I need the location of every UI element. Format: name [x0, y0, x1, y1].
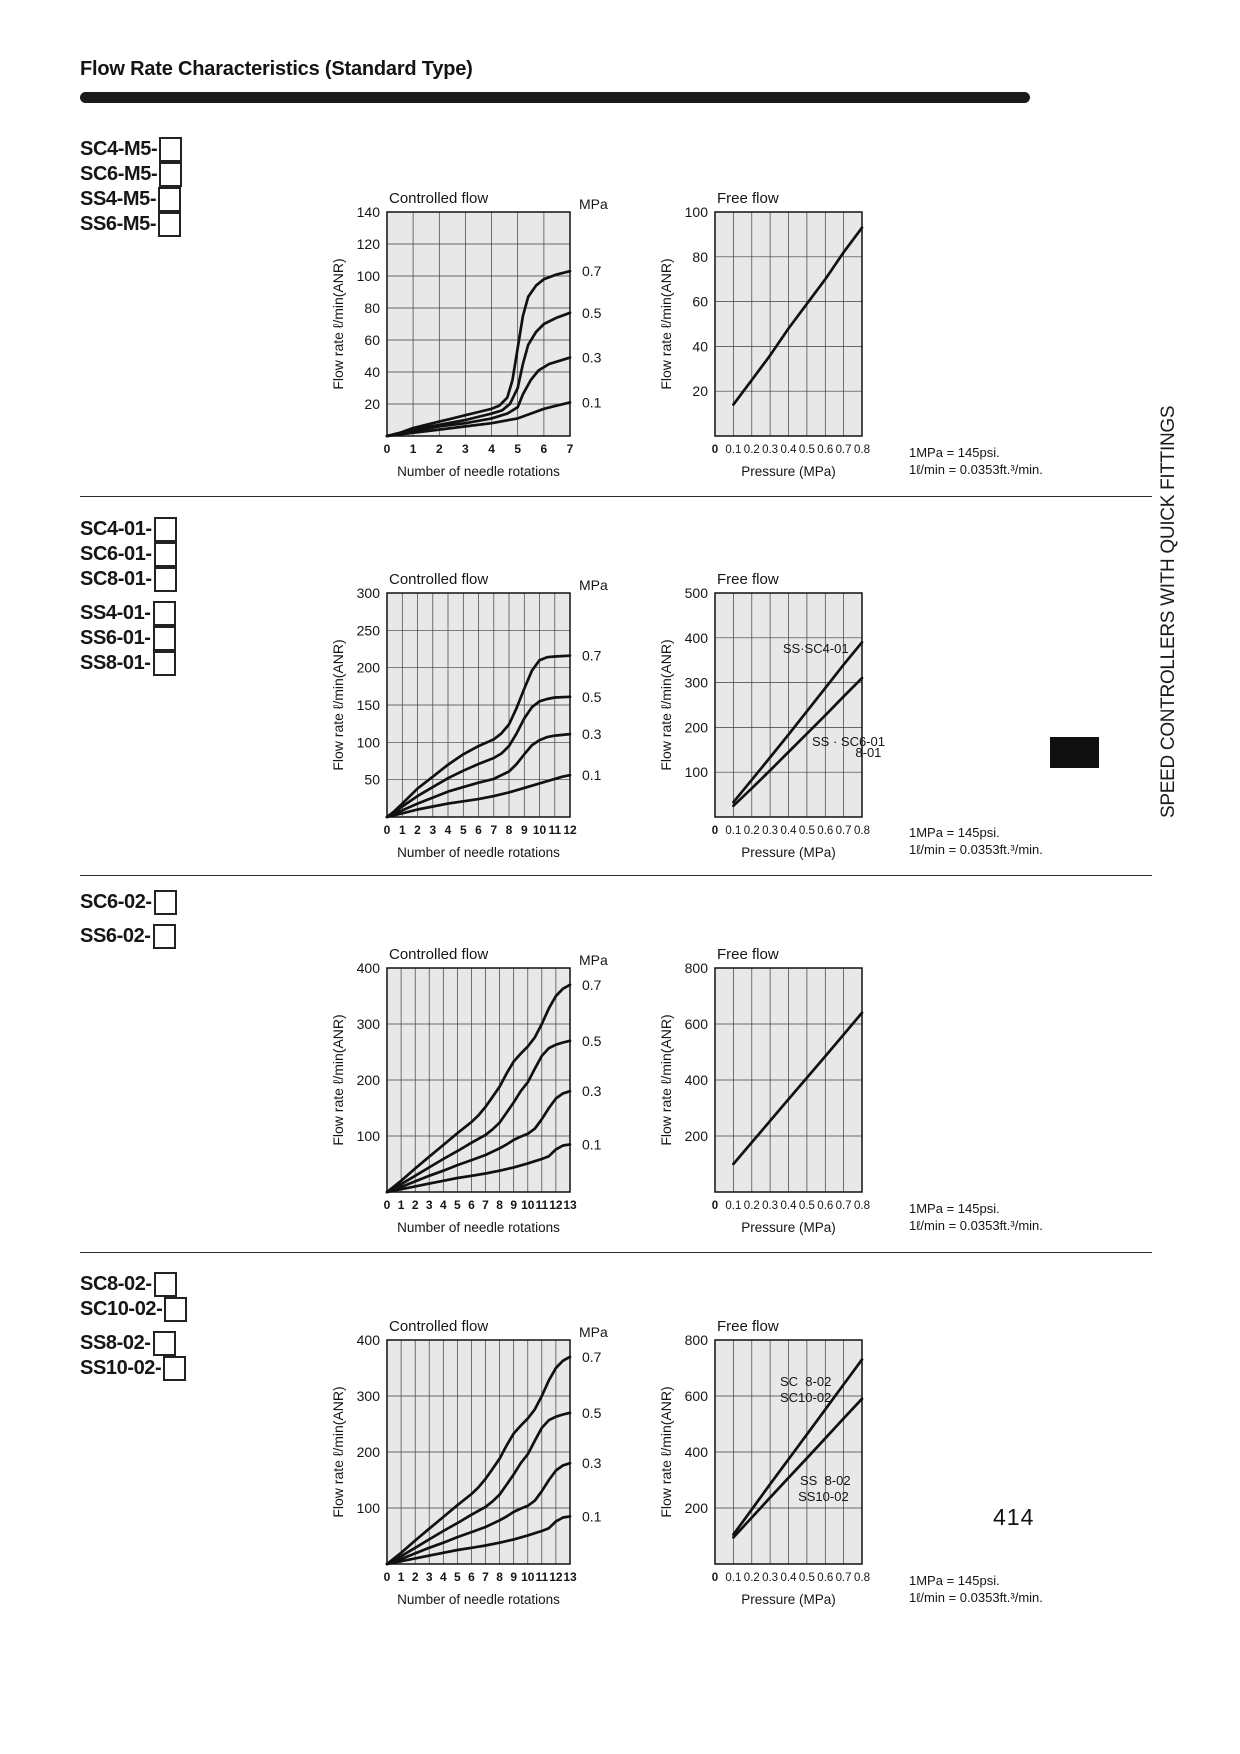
svg-text:0.7: 0.7 — [835, 1200, 852, 1212]
svg-text:300: 300 — [684, 674, 708, 691]
model-number — [80, 517, 177, 542]
model-option-box — [158, 187, 181, 212]
svg-text:60: 60 — [692, 293, 708, 310]
svg-text:0.7: 0.7 — [835, 825, 852, 837]
model-number — [80, 1297, 187, 1322]
svg-text:0.8: 0.8 — [854, 825, 870, 837]
svg-text:300: 300 — [356, 1388, 380, 1404]
note-line-2: 1ℓ/min = 0.0353ft.³/min. — [909, 1590, 1043, 1605]
free-flow-chart-s2 — [628, 546, 912, 867]
svg-text:0.1: 0.1 — [725, 1200, 742, 1212]
svg-text:9: 9 — [510, 1198, 518, 1212]
note-line-2: 1ℓ/min = 0.0353ft.³/min. — [909, 462, 1043, 477]
svg-text:12: 12 — [549, 1198, 563, 1212]
svg-text:2: 2 — [411, 1198, 419, 1212]
svg-text:Number of needle rotations: Number of needle rotations — [397, 464, 560, 479]
svg-text:0.4: 0.4 — [780, 825, 797, 837]
svg-text:10: 10 — [521, 1198, 535, 1212]
svg-text:MPa: MPa — [579, 952, 608, 968]
model-option-box — [153, 626, 176, 651]
svg-text:1: 1 — [397, 1570, 405, 1584]
model-number-text: SS4-01- — [80, 602, 151, 624]
svg-text:0.5: 0.5 — [582, 304, 602, 321]
svg-text:600: 600 — [684, 1388, 708, 1404]
svg-text:13: 13 — [563, 1198, 577, 1212]
svg-text:SC10-02: SC10-02 — [780, 1390, 832, 1405]
svg-text:SS·SC4-01: SS·SC4-01 — [782, 641, 849, 656]
svg-text:7: 7 — [482, 1198, 489, 1212]
chart-svg — [300, 921, 620, 1242]
model-option-box — [154, 890, 177, 915]
svg-text:0.3: 0.3 — [762, 825, 779, 837]
svg-text:Flow rate ℓ/min(ANR): Flow rate ℓ/min(ANR) — [330, 258, 346, 390]
svg-text:400: 400 — [356, 960, 380, 976]
svg-text:3: 3 — [425, 1198, 433, 1212]
svg-text:Controlled flow: Controlled flow — [389, 190, 489, 207]
model-option-box — [164, 1297, 187, 1322]
model-number-text: SC6-01- — [80, 543, 152, 565]
svg-text:0.2: 0.2 — [743, 1572, 760, 1584]
chart-svg — [300, 165, 620, 486]
svg-text:0.8: 0.8 — [854, 1572, 870, 1584]
svg-text:Flow rate ℓ/min(ANR): Flow rate ℓ/min(ANR) — [658, 639, 674, 771]
svg-text:0.5: 0.5 — [798, 1200, 815, 1212]
svg-text:5: 5 — [454, 1198, 461, 1212]
model-number-text: SC6-M5- — [80, 163, 158, 185]
svg-text:800: 800 — [684, 960, 708, 976]
svg-text:Pressure (MPa): Pressure (MPa) — [741, 1592, 836, 1607]
model-number-text: SS4-M5- — [80, 188, 157, 210]
model-list-section1 — [80, 137, 182, 237]
svg-text:0.1: 0.1 — [582, 394, 602, 411]
svg-text:Flow rate ℓ/min(ANR): Flow rate ℓ/min(ANR) — [330, 1014, 346, 1146]
svg-text:0.1: 0.1 — [725, 1572, 742, 1584]
svg-text:0: 0 — [711, 825, 719, 837]
svg-text:4: 4 — [439, 1198, 447, 1212]
model-number — [80, 651, 177, 676]
svg-text:5: 5 — [454, 1570, 461, 1584]
svg-text:Pressure (MPa): Pressure (MPa) — [741, 1220, 836, 1235]
model-number — [80, 1331, 187, 1356]
svg-text:0.4: 0.4 — [780, 444, 797, 456]
svg-text:Controlled flow: Controlled flow — [389, 571, 489, 588]
svg-text:12: 12 — [549, 1570, 563, 1584]
model-option-box — [159, 137, 182, 162]
model-number-text: SC10-02- — [80, 1298, 163, 1320]
svg-text:2: 2 — [414, 823, 421, 837]
free-flow-chart-s3 — [628, 921, 912, 1242]
section-divider — [80, 875, 1152, 876]
svg-text:8: 8 — [496, 1570, 503, 1584]
svg-text:0.8: 0.8 — [854, 444, 870, 456]
svg-text:13: 13 — [563, 1570, 577, 1584]
svg-text:Free flow: Free flow — [717, 571, 779, 588]
model-number-text: SC6-02- — [80, 891, 152, 913]
svg-text:Number of needle rotations: Number of needle rotations — [397, 1220, 560, 1235]
svg-text:Free flow: Free flow — [717, 946, 779, 963]
svg-text:0.3: 0.3 — [762, 444, 779, 456]
svg-text:8: 8 — [505, 823, 513, 837]
title-underline-bar — [80, 92, 1030, 103]
svg-text:200: 200 — [356, 659, 380, 676]
controlled-flow-chart-s2 — [300, 546, 620, 867]
model-option-box — [153, 924, 176, 949]
model-number — [80, 924, 177, 949]
svg-text:200: 200 — [684, 1128, 708, 1144]
svg-text:12: 12 — [563, 823, 577, 837]
svg-text:40: 40 — [692, 338, 708, 355]
svg-text:0.3: 0.3 — [762, 1200, 779, 1212]
svg-text:150: 150 — [356, 697, 380, 713]
svg-text:SS · SC6-01: SS · SC6-01 — [812, 734, 885, 749]
svg-text:0.1: 0.1 — [725, 825, 742, 837]
unit-conversion-note — [909, 1200, 1089, 1234]
svg-text:800: 800 — [684, 1332, 708, 1348]
free-flow-chart-s4 — [628, 1293, 912, 1614]
svg-text:100: 100 — [356, 1500, 380, 1516]
svg-text:MPa: MPa — [579, 196, 608, 212]
side-tab-label: SPEED CONTROLLERS WITH QUICK FITTINGS — [1158, 405, 1179, 818]
svg-text:0.7: 0.7 — [582, 647, 602, 664]
svg-text:400: 400 — [684, 1444, 708, 1460]
model-number-text: SS6-01- — [80, 627, 151, 649]
svg-text:3: 3 — [425, 1570, 433, 1584]
section-tab-marker — [1050, 737, 1099, 768]
svg-text:0.4: 0.4 — [780, 1572, 797, 1584]
svg-text:Free flow: Free flow — [717, 1318, 779, 1335]
svg-text:Pressure (MPa): Pressure (MPa) — [741, 464, 836, 479]
svg-text:0: 0 — [383, 1570, 391, 1584]
model-number-text: SS6-02- — [80, 925, 151, 947]
model-option-box — [154, 567, 177, 592]
model-list-section2 — [80, 517, 177, 676]
svg-text:6: 6 — [468, 1570, 475, 1584]
svg-text:10: 10 — [521, 1570, 535, 1584]
chart-svg — [628, 165, 912, 486]
note-line-1: 1MPa = 145psi. — [909, 825, 1000, 840]
model-number — [80, 890, 177, 915]
note-line-1: 1MPa = 145psi. — [909, 1201, 1000, 1216]
page-title: Flow Rate Characteristics (Standard Type) — [80, 58, 473, 80]
svg-text:300: 300 — [356, 585, 380, 601]
svg-text:0.2: 0.2 — [743, 1200, 760, 1212]
controlled-flow-chart-s4 — [300, 1293, 620, 1614]
unit-conversion-note — [909, 444, 1089, 478]
svg-text:9: 9 — [520, 823, 528, 837]
svg-text:5: 5 — [514, 442, 522, 456]
svg-text:200: 200 — [684, 719, 708, 736]
model-number-text: SS8-01- — [80, 652, 151, 674]
svg-text:4: 4 — [444, 823, 452, 837]
svg-text:0.6: 0.6 — [817, 1572, 834, 1584]
svg-text:SS10-02: SS10-02 — [798, 1489, 849, 1505]
svg-text:SS 8-02: SS 8-02 — [800, 1472, 851, 1488]
model-number — [80, 187, 182, 212]
model-list-section4 — [80, 1272, 187, 1381]
chart-svg — [628, 546, 912, 867]
svg-text:100: 100 — [356, 268, 380, 284]
svg-text:0.1: 0.1 — [582, 767, 602, 784]
unit-conversion-note — [909, 1572, 1089, 1606]
section-divider — [80, 496, 1152, 497]
svg-text:Flow rate ℓ/min(ANR): Flow rate ℓ/min(ANR) — [658, 1014, 674, 1146]
svg-text:0: 0 — [383, 442, 391, 456]
model-option-box — [153, 1331, 176, 1356]
svg-text:40: 40 — [364, 364, 380, 380]
model-number — [80, 212, 182, 237]
svg-text:SC 8-02: SC 8-02 — [780, 1373, 832, 1389]
svg-text:400: 400 — [684, 1072, 708, 1088]
svg-text:Number of needle rotations: Number of needle rotations — [397, 1592, 560, 1607]
controlled-flow-chart-s1 — [300, 165, 620, 486]
model-option-box — [154, 517, 177, 542]
controlled-flow-chart-s3 — [300, 921, 620, 1242]
svg-text:0.2: 0.2 — [743, 444, 760, 456]
svg-text:0.6: 0.6 — [817, 825, 834, 837]
svg-text:0.5: 0.5 — [582, 1032, 602, 1049]
svg-text:Number of needle rotations: Number of needle rotations — [397, 845, 560, 860]
svg-text:0: 0 — [711, 1572, 719, 1584]
svg-text:200: 200 — [356, 1444, 380, 1460]
svg-text:5: 5 — [459, 823, 467, 837]
svg-text:0.3: 0.3 — [582, 726, 602, 743]
svg-text:0.6: 0.6 — [817, 1200, 834, 1212]
svg-text:0.7: 0.7 — [835, 1572, 852, 1584]
svg-text:0.1: 0.1 — [582, 1136, 602, 1153]
svg-text:Flow rate ℓ/min(ANR): Flow rate ℓ/min(ANR) — [658, 258, 674, 390]
svg-text:1: 1 — [398, 823, 406, 837]
model-number — [80, 601, 177, 626]
svg-text:0.3: 0.3 — [762, 1572, 779, 1584]
model-number-text: SC4-M5- — [80, 138, 158, 160]
svg-text:11: 11 — [535, 1570, 549, 1584]
model-option-box — [154, 1272, 177, 1297]
model-option-box — [159, 162, 182, 187]
svg-text:200: 200 — [684, 1500, 708, 1516]
svg-text:0.7: 0.7 — [582, 1348, 602, 1365]
chart-svg — [300, 1293, 620, 1614]
svg-text:7: 7 — [482, 1570, 489, 1584]
svg-text:0.4: 0.4 — [780, 1200, 797, 1212]
svg-text:400: 400 — [356, 1332, 380, 1348]
svg-text:120: 120 — [356, 236, 380, 252]
chart-svg — [628, 1293, 912, 1614]
svg-text:11: 11 — [548, 823, 562, 837]
svg-text:MPa: MPa — [579, 1324, 608, 1340]
svg-text:0: 0 — [711, 1200, 719, 1212]
model-number — [80, 542, 177, 567]
svg-text:6: 6 — [468, 1198, 475, 1212]
svg-text:0.1: 0.1 — [582, 1508, 602, 1525]
svg-text:80: 80 — [692, 248, 708, 265]
note-line-2: 1ℓ/min = 0.0353ft.³/min. — [909, 1218, 1043, 1233]
svg-text:2: 2 — [411, 1570, 419, 1584]
svg-text:0.5: 0.5 — [798, 825, 815, 837]
model-number — [80, 567, 177, 592]
svg-text:400: 400 — [684, 629, 708, 646]
model-number-text: SC8-01- — [80, 568, 152, 590]
page-number: 414 — [993, 1504, 1035, 1530]
svg-text:140: 140 — [356, 204, 380, 220]
svg-text:300: 300 — [356, 1016, 380, 1032]
svg-text:100: 100 — [684, 204, 708, 220]
svg-text:0.3: 0.3 — [582, 1455, 602, 1472]
svg-text:60: 60 — [364, 332, 380, 348]
svg-text:0.7: 0.7 — [835, 444, 852, 456]
svg-text:0.1: 0.1 — [725, 444, 742, 456]
svg-text:9: 9 — [510, 1570, 518, 1584]
svg-text:0.6: 0.6 — [817, 444, 834, 456]
svg-text:0: 0 — [711, 444, 719, 456]
svg-text:100: 100 — [356, 1128, 380, 1144]
svg-text:Controlled flow: Controlled flow — [389, 946, 489, 963]
model-number-text: SC8-02- — [80, 1273, 152, 1295]
svg-text:0.7: 0.7 — [582, 976, 602, 993]
model-number-text: SS8-02- — [80, 1332, 151, 1354]
svg-text:7: 7 — [566, 442, 574, 456]
svg-text:0.3: 0.3 — [582, 1083, 602, 1100]
note-line-2: 1ℓ/min = 0.0353ft.³/min. — [909, 842, 1043, 857]
svg-text:0.3: 0.3 — [582, 349, 602, 366]
svg-text:6: 6 — [475, 823, 482, 837]
svg-text:200: 200 — [356, 1072, 380, 1088]
svg-text:50: 50 — [364, 771, 380, 788]
svg-text:100: 100 — [684, 764, 708, 781]
model-number-text: SS6-M5- — [80, 213, 157, 235]
svg-text:0.5: 0.5 — [798, 1572, 815, 1584]
note-line-1: 1MPa = 145psi. — [909, 445, 1000, 460]
model-list-section3 — [80, 890, 177, 949]
model-number — [80, 162, 182, 187]
svg-text:500: 500 — [684, 585, 708, 601]
svg-text:1: 1 — [409, 442, 417, 456]
svg-text:3: 3 — [429, 823, 437, 837]
svg-text:Pressure (MPa): Pressure (MPa) — [741, 845, 836, 860]
svg-text:20: 20 — [692, 383, 708, 400]
svg-text:1: 1 — [397, 1198, 405, 1212]
svg-text:7: 7 — [490, 823, 498, 837]
note-line-1: 1MPa = 145psi. — [909, 1573, 1000, 1588]
svg-text:4: 4 — [439, 1570, 447, 1584]
svg-text:Free flow: Free flow — [717, 190, 779, 207]
svg-text:0.5: 0.5 — [582, 1404, 602, 1421]
svg-text:11: 11 — [535, 1198, 549, 1212]
svg-text:0.7: 0.7 — [582, 263, 602, 280]
model-number — [80, 1272, 187, 1297]
svg-text:0: 0 — [383, 823, 391, 837]
svg-text:0: 0 — [383, 1198, 391, 1212]
svg-text:80: 80 — [364, 300, 380, 316]
svg-text:10: 10 — [532, 823, 547, 837]
svg-text:3: 3 — [462, 442, 469, 456]
svg-text:Flow rate ℓ/min(ANR): Flow rate ℓ/min(ANR) — [330, 1386, 346, 1518]
chart-svg — [628, 921, 912, 1242]
section-divider — [80, 1252, 1152, 1253]
svg-text:0.5: 0.5 — [582, 688, 602, 705]
model-number-text: SS10-02- — [80, 1357, 162, 1379]
model-option-box — [154, 542, 177, 567]
svg-text:600: 600 — [684, 1016, 708, 1032]
svg-text:8: 8 — [496, 1198, 503, 1212]
svg-text:Flow rate ℓ/min(ANR): Flow rate ℓ/min(ANR) — [658, 1386, 674, 1518]
chart-svg — [300, 546, 620, 867]
model-number — [80, 1356, 187, 1381]
unit-conversion-note — [909, 824, 1089, 858]
model-option-box — [158, 212, 181, 237]
svg-text:20: 20 — [364, 396, 380, 412]
svg-text:0.8: 0.8 — [854, 1200, 870, 1212]
svg-text:8-01: 8-01 — [855, 745, 882, 760]
svg-text:Flow rate ℓ/min(ANR): Flow rate ℓ/min(ANR) — [330, 639, 346, 771]
svg-text:4: 4 — [488, 442, 495, 456]
svg-text:6: 6 — [540, 442, 548, 456]
svg-text:250: 250 — [356, 622, 380, 639]
svg-text:0.5: 0.5 — [798, 444, 815, 456]
svg-text:0.2: 0.2 — [743, 825, 760, 837]
model-option-box — [153, 651, 176, 676]
model-number — [80, 137, 182, 162]
svg-text:MPa: MPa — [579, 577, 608, 593]
svg-text:100: 100 — [356, 734, 380, 751]
free-flow-chart-s1 — [628, 165, 912, 486]
model-option-box — [163, 1356, 186, 1381]
model-number-text: SC4-01- — [80, 518, 152, 540]
model-number — [80, 626, 177, 651]
svg-text:Controlled flow: Controlled flow — [389, 1318, 489, 1335]
svg-text:2: 2 — [435, 442, 443, 456]
model-option-box — [153, 601, 176, 626]
